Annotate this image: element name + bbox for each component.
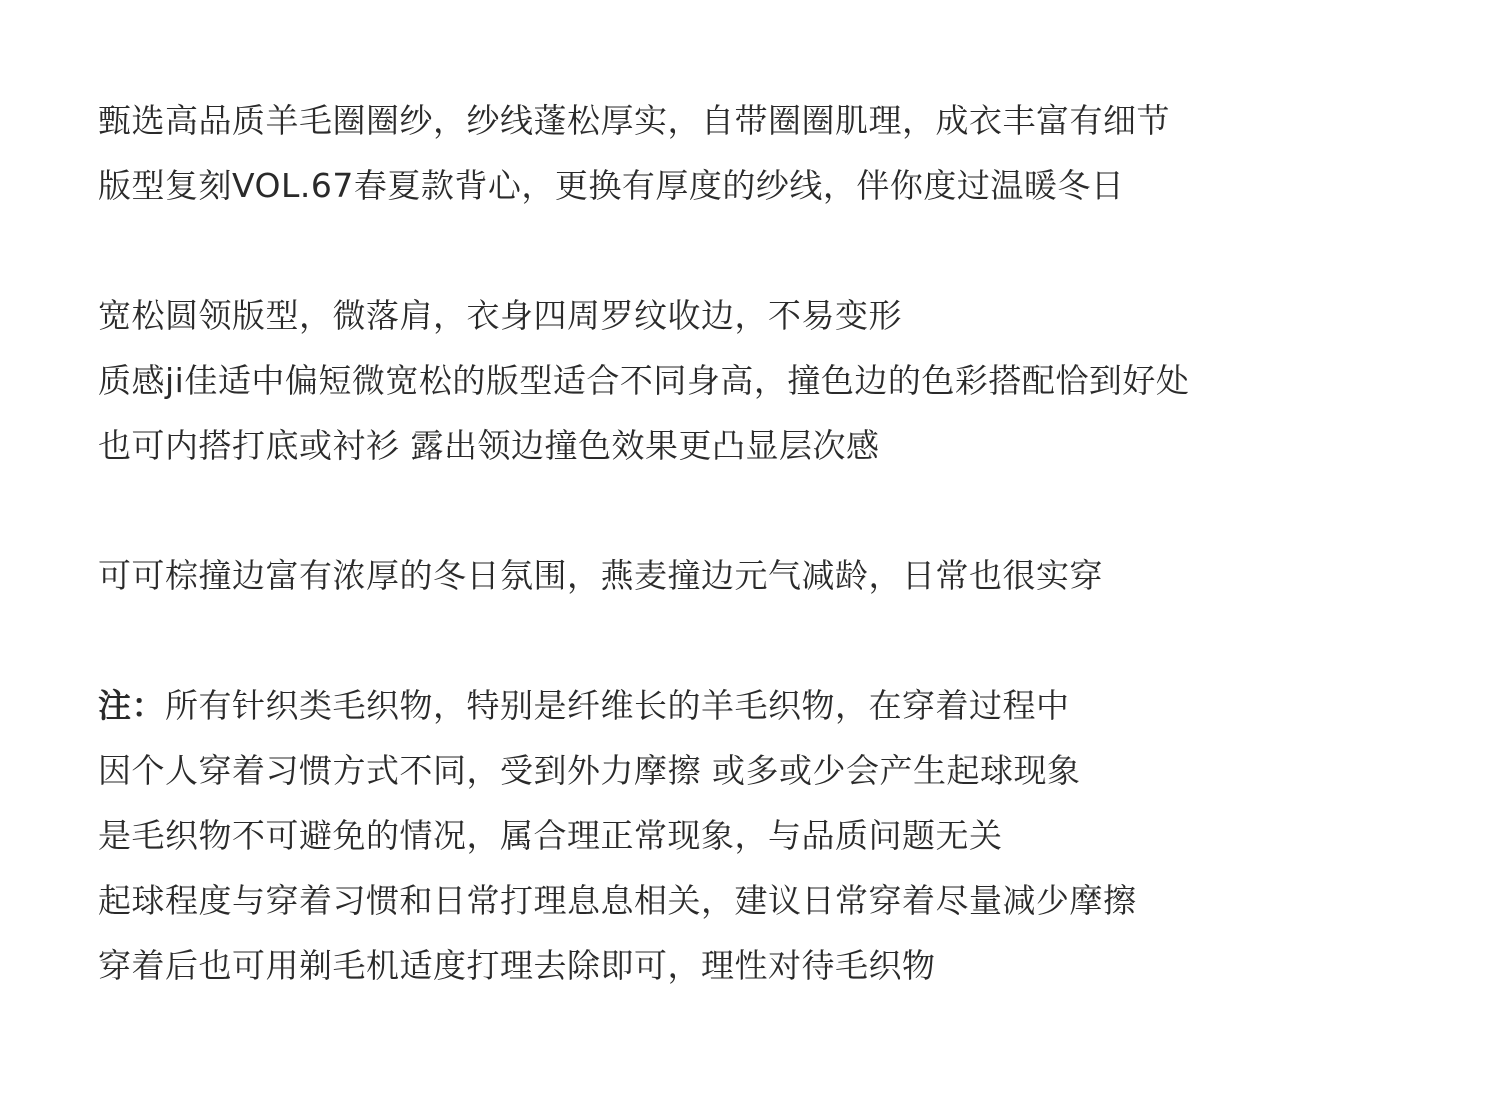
paragraph-spacer xyxy=(98,218,1458,283)
paragraph-material xyxy=(98,88,1458,218)
text-line: 是毛织物不可避免的情况，属合理正常现象，与品质问题无关 xyxy=(98,816,1003,855)
text-line: 质感ji佳适中偏短微宽松的版型适合不同身高，撞色边的色彩搭配恰到好处 xyxy=(98,361,1190,400)
text-line: 因个人穿着习惯方式不同，受到外力摩擦 或多或少会产生起球现象 xyxy=(98,751,1081,790)
paragraph-spacer xyxy=(98,478,1458,543)
text-line: 甄选高品质羊毛圈圈纱，纱线蓬松厚实，自带圈圈肌理，成衣丰富有细节 xyxy=(98,101,1170,140)
text-line: 起球程度与穿着习惯和日常打理息息相关，建议日常穿着尽量减少摩擦 xyxy=(98,881,1137,920)
text-line: 也可内搭打底或衬衫 露出领边撞色效果更凸显层次感 xyxy=(98,426,880,465)
note-text: 所有针织类毛织物，特别是纤维长的羊毛织物，在穿着过程中 xyxy=(165,686,1070,725)
text-line: 穿着后也可用剃毛机适度打理去除即可，理性对待毛织物 xyxy=(98,946,936,985)
product-description xyxy=(98,88,1458,998)
text-line: 版型复刻VOL.67春夏款背心，更换有厚度的纱线，伴你度过温暖冬日 xyxy=(98,166,1125,205)
text-line: 宽松圆领版型，微落肩，衣身四周罗纹收边，不易变形 xyxy=(98,296,902,335)
text-line: 可可棕撞边富有浓厚的冬日氛围，燕麦撞边元气减龄，日常也很实穿 xyxy=(98,556,1103,595)
note-label: 注： xyxy=(98,686,165,725)
paragraph-spacer xyxy=(98,608,1458,673)
paragraph-fit xyxy=(98,283,1458,478)
note-first-line xyxy=(98,673,1458,738)
paragraph-care-note xyxy=(98,673,1458,998)
paragraph-colors xyxy=(98,543,1458,608)
